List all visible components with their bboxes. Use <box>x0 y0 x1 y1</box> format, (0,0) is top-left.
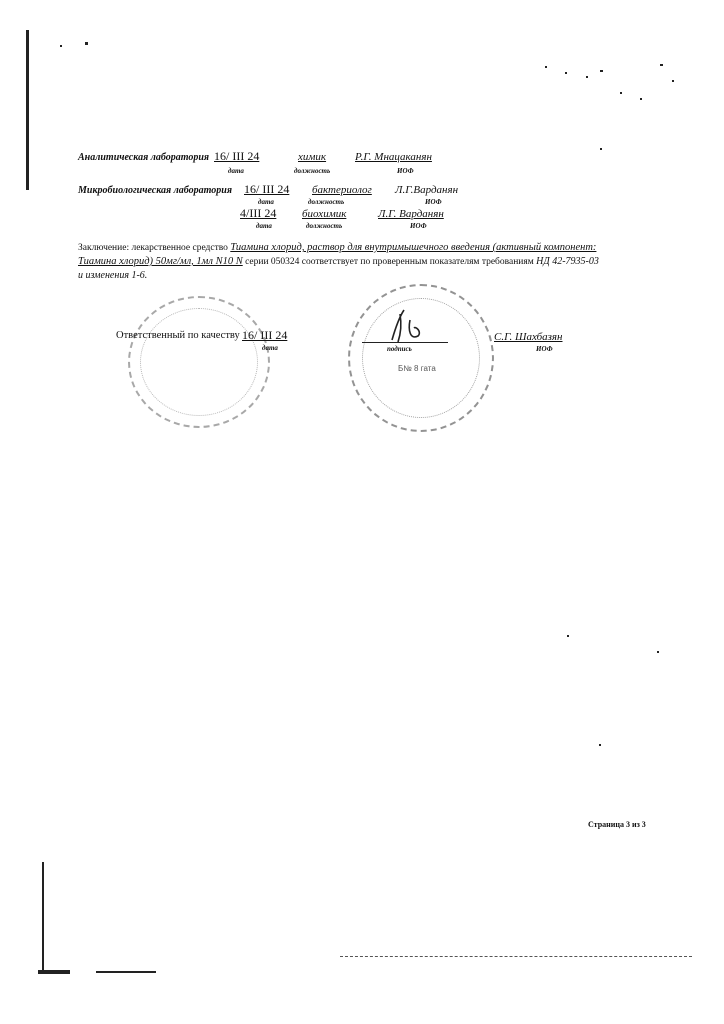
lab-position: химик <box>298 151 327 163</box>
scan-dot <box>85 42 88 45</box>
scan-dot <box>657 651 659 653</box>
lab-date: 4/III 24 <box>240 206 277 220</box>
caption-signature: подпись <box>387 345 412 353</box>
product-dosage: Тиамина хлорид) 50мг/мл, 1мл N10 N <box>78 256 243 267</box>
caption-fio: ИОФ <box>425 198 442 206</box>
scan-speckle <box>545 66 547 68</box>
responsible-label: Ответственный по качеству <box>116 330 240 341</box>
conclusion-line-3 <box>78 269 658 283</box>
scan-speckle <box>672 80 674 82</box>
caption-fio: ИОФ <box>410 222 427 230</box>
scan-dot <box>600 148 602 150</box>
scan-edge-top <box>26 30 29 190</box>
standard-ref: НД 42-7935-03 <box>536 256 599 267</box>
conclusion-prefix: Заключение: лекарственное средство <box>78 243 228 253</box>
scan-dot <box>599 744 601 746</box>
lab-person: Р.Г. Мнацаканян <box>355 151 432 163</box>
scan-speckle <box>586 76 588 78</box>
scan-strip-mid <box>96 971 156 973</box>
official-stamp-left <box>128 296 270 428</box>
caption-position: должность <box>308 198 345 206</box>
lab-name: Микробиологическая лаборатория <box>78 185 233 196</box>
lab-name: Аналитическая лаборатория <box>78 152 210 163</box>
scan-dot <box>60 45 62 47</box>
lab-date: 16/ III 24 <box>214 149 260 163</box>
caption-position: должность <box>306 222 343 230</box>
conclusion-line-1 <box>78 241 658 255</box>
lab-person: Л.Г. Варданян <box>378 208 444 220</box>
caption-fio: ИОФ <box>397 167 414 175</box>
scan-strip-left <box>38 970 70 974</box>
scan-strip-right <box>340 956 692 957</box>
scan-edge-bottom <box>42 862 44 970</box>
product-name: Тиамина хлорид, раствор для внутримышечного введения (активный компонент: <box>230 242 597 253</box>
scan-speckle <box>640 98 642 100</box>
conclusion-text: серии 050324 соответствует по проверенным показателям требованиям <box>245 257 534 267</box>
amendments: и изменения 1-6. <box>78 270 148 281</box>
lab-position: биохимик <box>302 208 347 220</box>
scan-speckle <box>660 64 663 66</box>
responsible-person: С.Г. Шахбазян <box>494 331 563 343</box>
caption-date: дата <box>262 344 278 352</box>
caption-date: дата <box>228 167 244 175</box>
caption-date: дата <box>256 222 272 230</box>
lab-position: бактериолог <box>312 184 372 196</box>
signature-line <box>362 342 448 343</box>
caption-fio: ИОФ <box>536 345 553 353</box>
scan-dot <box>567 635 569 637</box>
lab-date: 16/ III 24 <box>244 182 290 196</box>
page-number: Страница 3 из 3 <box>588 820 646 829</box>
caption-date: дата <box>258 198 274 206</box>
caption-position: должность <box>294 167 331 175</box>
conclusion-line-2 <box>78 255 658 269</box>
responsible-date: 16/ III 24 <box>242 328 288 342</box>
stamp-text: Б№ 8 гата <box>398 364 436 373</box>
conclusion <box>78 241 658 283</box>
lab-person: Л.Г.Варданян <box>395 184 459 196</box>
scan-speckle <box>620 92 622 94</box>
scan-speckle <box>600 70 603 72</box>
scan-speckle <box>565 72 567 74</box>
